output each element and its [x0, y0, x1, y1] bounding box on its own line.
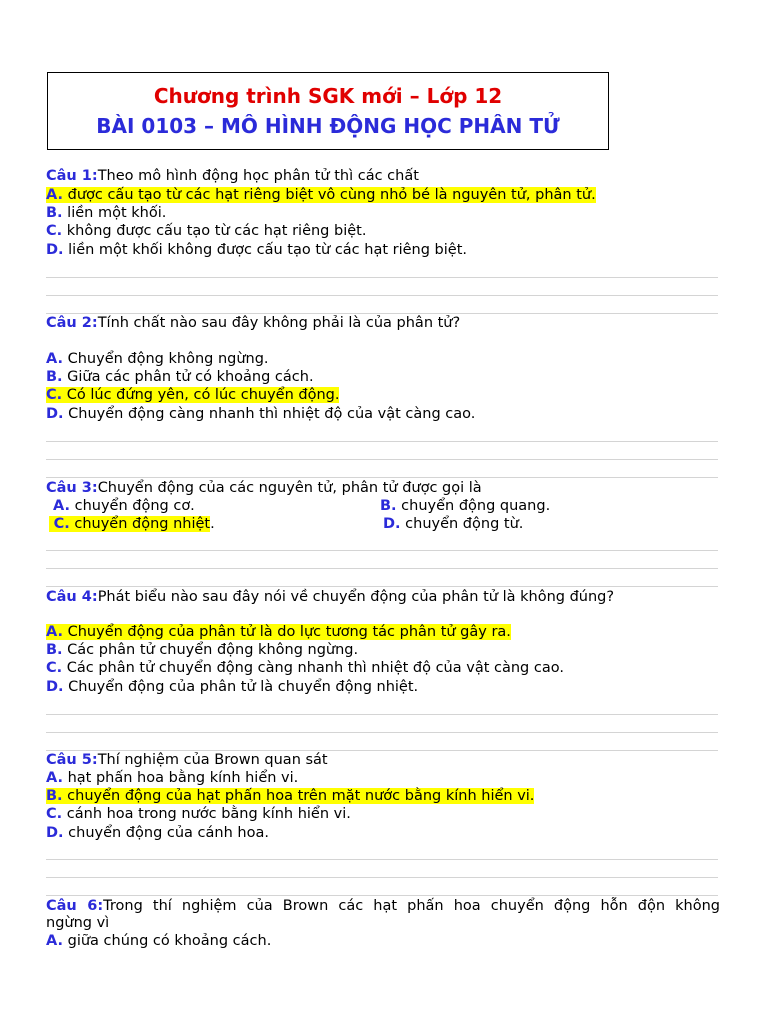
q1-option-d: [46, 241, 467, 259]
question-6-continued: ngừng vì: [46, 915, 110, 931]
option-label: D.: [46, 679, 64, 695]
option-text: Các phân tử chuyển động không ngừng.: [67, 642, 359, 658]
answer-line: [46, 441, 718, 442]
option-label: A.: [46, 624, 63, 640]
question-3: [46, 479, 482, 497]
answer-line: [46, 295, 718, 296]
q1-option-b: [46, 204, 166, 222]
q2-option-b: [46, 368, 314, 386]
lesson-title: BÀI 0103 – MÔ HÌNH ĐỘNG HỌC PHÂN TỬ: [96, 114, 560, 138]
option-period: .: [210, 516, 215, 532]
q4-option-a: [46, 623, 511, 641]
question-5-label: Câu 5:: [46, 752, 98, 768]
answer-line: [46, 568, 718, 569]
option-label: C.: [53, 516, 70, 532]
answer-line: [46, 459, 718, 460]
question-1: [46, 167, 419, 185]
option-label: D.: [46, 825, 64, 841]
option-label: B.: [380, 498, 397, 514]
option-label: A.: [53, 498, 70, 514]
q1-option-a: [46, 186, 596, 204]
option-label: B.: [46, 205, 63, 221]
option-label: D.: [46, 242, 64, 258]
option-label: A.: [46, 770, 63, 786]
q4-option-b: [46, 641, 358, 659]
question-3-text: Chuyển động của các nguyên tử, phân tử được gọi là: [97, 480, 482, 496]
option-text: không được cấu tạo từ các hạt riêng biệt.: [66, 223, 367, 239]
option-text: chuyển động nhiệt: [74, 516, 211, 532]
question-3-label: Câu 3:: [46, 480, 98, 496]
answer-line: [46, 477, 718, 478]
answer-line: [46, 895, 718, 896]
question-6-label: Câu 6:: [46, 898, 104, 914]
question-2-text: Tính chất nào sau đây không phải là của phân tử?: [97, 315, 461, 331]
option-text: Chuyển động không ngừng.: [67, 351, 269, 367]
q2-option-a: [46, 350, 269, 368]
question-4: [46, 588, 614, 606]
option-text: liền một khối không được cấu tạo từ các hạt riêng biệt.: [68, 242, 467, 258]
option-label: D.: [46, 406, 64, 422]
question-5-text: Thí nghiệm của Brown quan sát: [97, 752, 328, 768]
title-box: [47, 72, 609, 150]
option-label: C.: [46, 387, 63, 403]
option-text: Các phân tử chuyển động càng nhanh thì nhiệt độ của vật càng cao.: [66, 660, 564, 676]
option-text: chuyển động của cánh hoa.: [68, 825, 269, 841]
question-4-text: Phát biểu nào sau đây nói về chuyển động của phân tử là không đúng?: [97, 589, 615, 605]
answer-line: [46, 859, 718, 860]
option-label: B.: [46, 788, 63, 804]
question-5: [46, 751, 328, 769]
q1-option-c: [46, 222, 366, 240]
option-text: hạt phấn hoa bằng kính hiển vi.: [67, 770, 299, 786]
q5-option-d: [46, 824, 269, 842]
option-label: B.: [46, 642, 63, 658]
option-text: Chuyển động càng nhanh thì nhiệt độ của vật càng cao.: [68, 406, 476, 422]
q2-option-c: [46, 386, 339, 404]
question-1-text: Theo mô hình động học phân tử thì các chất: [97, 168, 419, 184]
option-text: giữa chúng có khoảng cách.: [67, 933, 272, 949]
option-text: Có lúc đứng yên, có lúc chuyển động.: [66, 387, 340, 403]
q3-option-d: [383, 515, 523, 533]
answer-line: [46, 586, 718, 587]
q3-option-b: [380, 497, 550, 515]
option-text: chuyển động cơ.: [74, 498, 195, 514]
answer-line: [46, 877, 718, 878]
option-text: cánh hoa trong nước bằng kính hiển vi.: [66, 806, 351, 822]
question-6-text: Trong thí nghiệm của Brown các hạt phấn hoa chuyển động hỗn độn không: [103, 898, 721, 914]
option-label: A.: [46, 351, 63, 367]
q2-option-d: [46, 405, 475, 423]
q4-option-c: [46, 659, 564, 677]
option-text: Giữa các phân tử có khoảng cách.: [67, 369, 314, 385]
option-label: D.: [383, 516, 401, 532]
option-label: B.: [46, 369, 63, 385]
option-label: C.: [46, 806, 63, 822]
q3-option-a: [53, 497, 195, 515]
question-2: [46, 314, 460, 332]
answer-line: [46, 714, 718, 715]
answer-line: [46, 277, 718, 278]
q5-option-c: [46, 805, 351, 823]
program-title: Chương trình SGK mới – Lớp 12: [153, 84, 503, 108]
question-4-label: Câu 4:: [46, 589, 98, 605]
option-text: Chuyển động của phân tử là chuyển động nhiệt.: [68, 679, 419, 695]
option-text: chuyển động từ.: [405, 516, 524, 532]
question-2-label: Câu 2:: [46, 315, 98, 331]
answer-line: [46, 550, 718, 551]
q5-option-b: [46, 787, 534, 805]
option-label: A.: [46, 933, 63, 949]
option-text: Chuyển động của phân tử là do lực tương tác phân tử gây ra.: [67, 624, 511, 640]
option-label: A.: [46, 187, 63, 203]
option-text: chuyển động quang.: [401, 498, 551, 514]
option-text: liền một khối.: [67, 205, 167, 221]
question-1-label: Câu 1:: [46, 168, 98, 184]
option-label: C.: [46, 660, 63, 676]
q6-option-a: [46, 932, 271, 950]
q3-option-c: [49, 515, 215, 533]
option-text: chuyển động của hạt phấn hoa trên mặt nước bằng kính hiển vi.: [67, 788, 535, 804]
option-label: C.: [46, 223, 63, 239]
question-6: [46, 897, 720, 915]
option-text: được cấu tạo từ các hạt riêng biệt vô cùng nhỏ bé là nguyên tử, phân tử.: [67, 187, 596, 203]
q5-option-a: [46, 769, 298, 787]
q4-option-d: [46, 678, 418, 696]
answer-line: [46, 732, 718, 733]
